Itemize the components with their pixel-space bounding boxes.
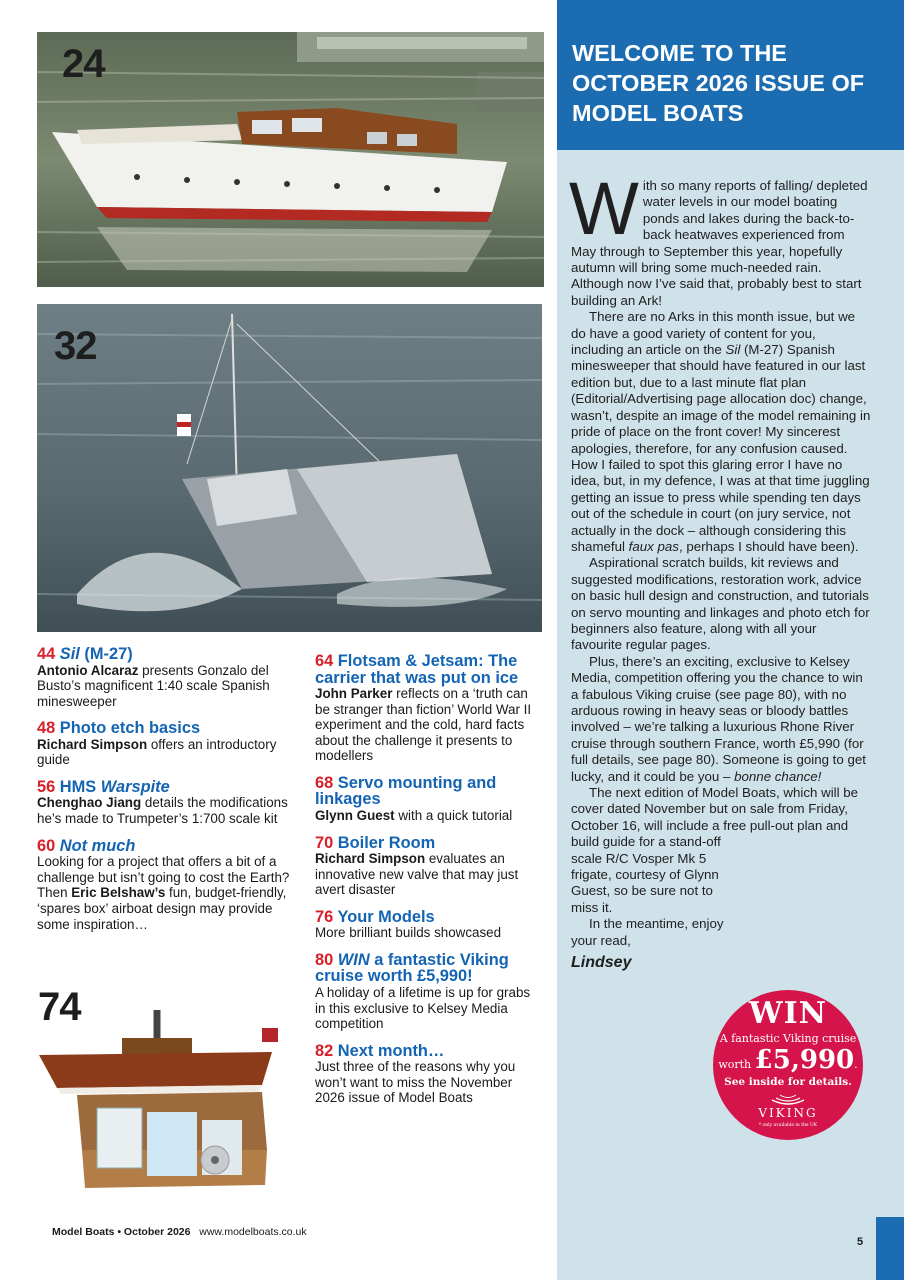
entry-description: Chenghao Jiang details the modifications he’s made to Trumpeter’s 1:700 scale kit — [37, 795, 288, 827]
badge-wrap-spacer — [735, 834, 885, 984]
entry-description: More brilliant builds showcased — [315, 925, 502, 941]
entry-description: Glynn Guest with a quick tutorial — [315, 807, 513, 823]
contents-column-right — [315, 653, 543, 1117]
contents-entry-44[interactable] — [37, 646, 299, 709]
letter-paragraph: In the meantime, enjoy your read, — [571, 916, 724, 948]
contents-entry-76[interactable] — [315, 909, 543, 941]
badge-line-2: See inside for details. — [724, 1076, 852, 1088]
badge-win: WIN — [748, 996, 828, 1031]
contents-entry-82[interactable] — [315, 1043, 543, 1106]
entry-title: 56 HMS Warspite — [37, 777, 170, 796]
contents-entry-60[interactable] — [37, 838, 299, 932]
contents-entry-56[interactable] — [37, 779, 299, 827]
badge-line-1: A fantastic Viking cruise — [719, 1032, 857, 1045]
competition-badge[interactable] — [713, 990, 863, 1140]
entry-description: A holiday of a lifetime is up for grabs in this exclusive to Kelsey Media competition — [315, 984, 531, 1032]
photo-motor-yacht — [37, 32, 544, 287]
editorial-heading: WELCOME TO THE OCTOBER 2026 ISSUE OF MODEL BOATS — [572, 40, 865, 126]
photo-minesweeper — [37, 304, 542, 632]
photo-page-number-74: 74 — [38, 985, 81, 1029]
drop-cap: W — [569, 167, 639, 250]
contents-entry-68[interactable] — [315, 775, 543, 824]
contents-entry-48[interactable] — [37, 720, 299, 768]
entry-description: Antonio Alcaraz presents Gonzalo del Busto’s magnificent 1:40 scale Spanish minesweeper — [37, 662, 270, 709]
contents-entry-70[interactable] — [315, 835, 543, 898]
letter-paragraph: Plus, there’s an exciting, exclusive to Kelsey Media, competition offering you the chance to win a fabulous Viking cruise (see page 80), with no arduous rowing in heavy seas or bloody battles involved – we’re talking a luxurious Rhone River cruise through southern France, worth £5,990 (for full details, see page 80). Someone is going to get lucky, and it could be you – bonne chance! — [571, 653, 866, 784]
entry-title: 76 Your Models — [315, 907, 435, 926]
entry-description: Looking for a project that offers a bit of a challenge but isn’t going to cost the Earth? Then Eric Belshaw’s fun, budget-friendly, ‘spares box’ airboat design may provide some inspiration… — [37, 854, 290, 932]
badge-fineprint: * only available in the UK — [758, 1123, 818, 1128]
footer-title: Model Boats • October 2026 — [52, 1226, 191, 1238]
entry-title: 70 Boiler Room — [315, 833, 436, 852]
viking-ship-icon — [770, 1092, 806, 1106]
letter-paragraph: There are no Arks in this month issue, but we do have a good variety of content for you, including an article on the Sil (M-27) Spanish minesweeper that should have featured in our last edition but, due to a last minute flat plan (Editorial/Advertising page allocation doc) change, wasn’t, despite an image of the model remaining in pride of place on the front cover! My sincerest apologies, therefore, for any confusion caused. How I failed to spot this glaring error I have no idea, but, in my defence, I was at that time juggling getting an issue to press while spending ten days out of the schedule in court (on jury service, not actually in the dock – although considering this shameful faux pas, perhaps I should have been). — [571, 309, 871, 554]
editorial-header — [557, 0, 904, 150]
page-footer — [52, 1226, 307, 1238]
contents-entry-64[interactable] — [315, 653, 543, 764]
letter-paragraph: With so many reports of falling/ depleted water levels in our model boating ponds and lakes during the back-to-back heatwaves experienced from May through to September this year, hopefully autumn will bring some much-needed rain. Although now I’ve said that, probably best to start building an Ark! — [569, 167, 868, 308]
entry-description: John Parker reflects on a ‘truth can be stranger than fiction’ World War II experiment and the cold, hard facts about the challenge it presents to modellers — [315, 686, 532, 764]
letter-paragraph: Aspirational scratch builds, kit reviews and suggested modifications, restoration work, advice on basic hull design and construction, and tutorials on servo mounting and linkages and photo etch for beginners also feature, along with all your favourite regular pages. — [571, 555, 870, 653]
editorial-letter — [569, 167, 871, 984]
letter-paragraph: The next edition of Model Boats, which will be cover dated November but on sale from Friday, October 16, will include a free pull-out plan and build guide for a stand-off scale R/C Vosper Mk 5 frigate, courtesy of Glynn Guest, so be sure not to miss it. — [571, 785, 871, 916]
photo-steam-launch-kit — [37, 1000, 287, 1202]
footer-url[interactable]: www.modelboats.co.uk — [199, 1226, 307, 1238]
entry-description: Richard Simpson offers an introductory guide — [37, 736, 277, 768]
photo-page-number-24: 24 — [62, 42, 105, 86]
contents-entry-80[interactable] — [315, 952, 543, 1032]
photo-page-number-32: 32 — [54, 324, 97, 368]
entry-title: 64 Flotsam & Jetsam: The carrier that was put on ice — [315, 652, 519, 687]
contents-column-left — [37, 646, 299, 943]
entry-description: Just three of the reasons why you won’t want to miss the November 2026 issue of Model Boats — [315, 1059, 516, 1106]
editor-signature: Lindsey — [571, 954, 632, 972]
entry-description: Richard Simpson evaluates an innovative new valve that may just avert disaster — [315, 851, 519, 898]
badge-amount: worth £5,990. — [718, 1045, 858, 1075]
entry-title: 82 Next month… — [315, 1041, 445, 1060]
entry-title: 80 WIN a fantastic Viking cruise worth £5,990! — [315, 950, 509, 986]
entry-title: 68 Servo mounting and linkages — [315, 773, 497, 809]
entry-title: 60 Not much — [37, 836, 136, 855]
folio-bar — [876, 1217, 904, 1280]
page-number: 5 — [857, 1236, 864, 1248]
entry-title: 44 Sil (M-27) — [37, 645, 133, 663]
badge-brand: VIKING — [758, 1106, 818, 1120]
entry-title: 48 Photo etch basics — [37, 719, 201, 738]
